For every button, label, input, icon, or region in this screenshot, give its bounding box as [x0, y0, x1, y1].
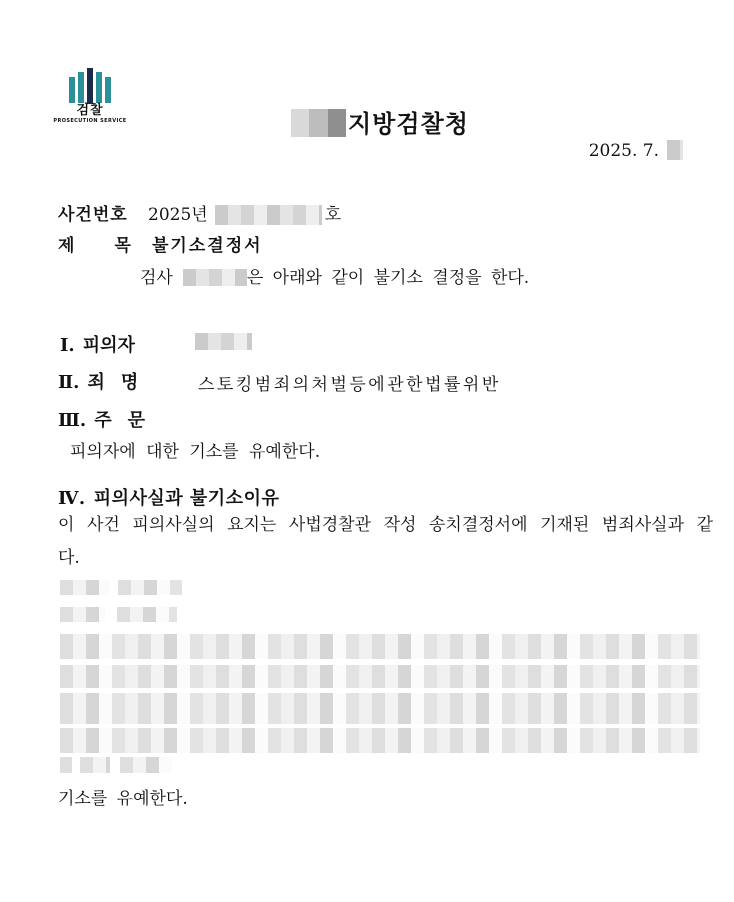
section-2-title-left: 죄 — [87, 372, 105, 393]
logo-bars-icon — [68, 68, 112, 104]
logo-korean-label: 검찰 — [76, 103, 104, 118]
decision-statement — [140, 263, 529, 288]
section-3-title-right: 문 — [127, 410, 145, 431]
logo-english-label: PROSECUTION SERVICE — [53, 118, 127, 124]
disposition-text: 피의자에 대한 기소를 유예한다. — [70, 442, 321, 462]
section-1-heading — [60, 331, 135, 357]
redacted-text-block — [60, 693, 700, 724]
office-name-suffix: 지방검찰청 — [348, 109, 469, 138]
section-1-numeral: Ⅰ. — [60, 335, 75, 356]
offense-name: 스토킹범죄의처벌등에관한법률위반 — [198, 375, 501, 395]
section-2-heading — [58, 368, 138, 394]
redacted-text-block — [120, 757, 172, 773]
redacted-text-block — [118, 580, 182, 595]
case-number-value — [148, 200, 341, 225]
case-number-year: 2025년 — [148, 205, 208, 225]
case-number-suffix: 호 — [324, 205, 342, 225]
section-3-title-left: 주 — [94, 410, 112, 431]
section-2-numeral: Ⅱ. — [58, 372, 80, 393]
office-name-redacted-block — [291, 109, 346, 137]
office-title — [291, 104, 469, 139]
subject-label-left: 제 — [58, 236, 75, 256]
section-4-heading — [58, 484, 279, 510]
case-number-label: 사건번호 — [58, 205, 128, 225]
section-2-title-right: 명 — [120, 372, 139, 393]
date-text: 2025. 7. — [588, 141, 659, 161]
decision-text: 은 아래와 같이 불기소 결정을 한다. — [246, 268, 530, 288]
redacted-text-block — [80, 757, 110, 773]
section-4-numeral: Ⅳ. — [58, 488, 86, 509]
prosecutor-name-redacted-block — [183, 269, 247, 286]
facts-summary-line2: 다. — [58, 548, 80, 568]
section-3-heading — [58, 406, 145, 432]
redacted-text-block — [60, 634, 700, 659]
suspect-name-redacted-block — [195, 333, 252, 350]
redacted-text-block — [117, 607, 177, 622]
redacted-text-block — [60, 665, 700, 688]
section-1-title: 피의자 — [82, 335, 135, 356]
redacted-text-block — [60, 580, 110, 595]
document-date — [589, 140, 683, 161]
redacted-text-block — [60, 728, 700, 753]
subject-label — [58, 231, 131, 256]
facts-summary-line1: 이 사건 피의사실의 요지는 사법경찰관 작성 송치결정서에 기재된 범죄사실과 같 — [58, 515, 713, 535]
section-3-numeral: Ⅲ. — [58, 410, 87, 431]
redacted-text-block — [60, 607, 105, 622]
redacted-text-block — [60, 757, 72, 773]
prosecution-service-logo — [52, 68, 128, 125]
subject-label-right: 목 — [114, 236, 131, 256]
closing-text: 기소를 유예한다. — [58, 789, 188, 809]
date-day-redacted-block — [667, 140, 683, 160]
prosecutor-label: 검사 — [140, 268, 173, 288]
section-4-title: 피의사실과 불기소이유 — [93, 488, 280, 509]
subject-value: 불기소결정서 — [152, 236, 263, 256]
case-number-redacted-block — [215, 205, 322, 225]
